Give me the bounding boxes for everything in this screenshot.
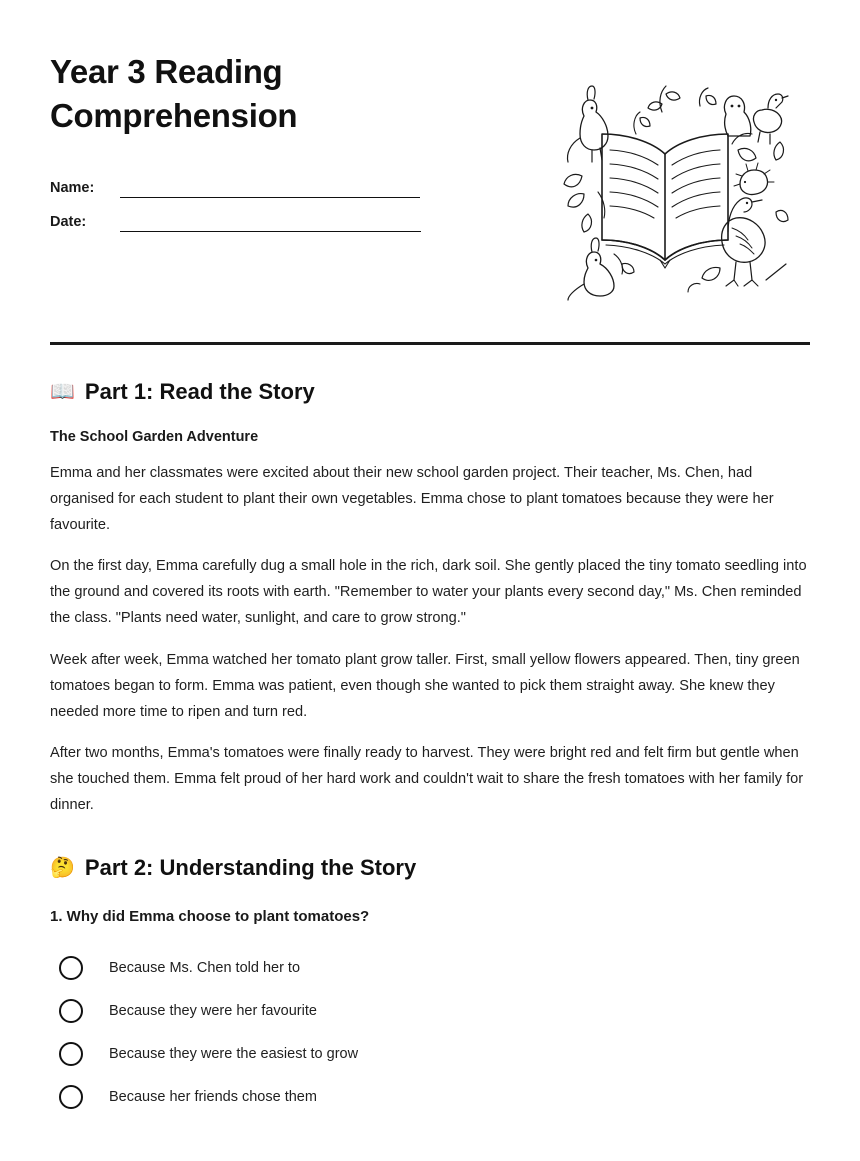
part1-heading bbox=[50, 379, 810, 405]
header-divider bbox=[50, 342, 810, 345]
option-bubble-b[interactable] bbox=[59, 999, 83, 1023]
date-field-row bbox=[50, 198, 421, 232]
question-1-options bbox=[50, 947, 810, 1119]
option-label-b: Because they were her favourite bbox=[109, 1003, 317, 1020]
student-fields bbox=[50, 164, 421, 232]
name-field-row bbox=[50, 164, 421, 198]
story-paragraph: On the first day, Emma carefully dug a small hole in the rich, dark soil. She gently placed the tiny tomato seedling into the ground and covered its roots with earth. "Remember to water your plants every second day," Ms. Chen reminded the class. "Plants need water, sunlight, and care to grow strong." bbox=[50, 558, 807, 627]
open-book-with-animals-and-plants-illustration bbox=[540, 72, 790, 302]
name-field-label: Name: bbox=[50, 180, 95, 197]
part2-heading bbox=[50, 855, 810, 881]
option-label-a: Because Ms. Chen told her to bbox=[109, 960, 301, 977]
option-bubble-c[interactable] bbox=[59, 1042, 83, 1066]
open-book-icon: 📖 bbox=[50, 381, 75, 403]
thinking-face-icon: 🤔 bbox=[50, 856, 75, 879]
date-input-line[interactable] bbox=[120, 217, 421, 232]
option-row[interactable] bbox=[59, 1033, 810, 1076]
question-1-text: 1. Why did Emma choose to plant tomatoes? bbox=[50, 907, 370, 925]
page-title: Year 3 Reading Comprehension bbox=[50, 53, 298, 134]
option-row[interactable] bbox=[59, 990, 810, 1033]
story-paragraph: Emma and her classmates were excited about their new school garden project. Their teacher, Ms. Chen, had organised for each student to plant their own vegetables. Emma chose to plant tomatoes because they were her favourite. bbox=[50, 465, 774, 533]
option-bubble-a[interactable] bbox=[59, 956, 83, 980]
option-row[interactable] bbox=[59, 947, 810, 990]
header-left-column bbox=[50, 40, 421, 232]
option-bubble-d[interactable] bbox=[59, 1085, 83, 1109]
option-label-c: Because they were the easiest to grow bbox=[109, 1046, 359, 1063]
story-paragraph: Week after week, Emma watched her tomato plant grow taller. First, small yellow flowers appeared. Then, tiny green tomatoes began to form. Emma was patient, even though she wanted to pick them straight away. She knew they needed more time to ripen and turn red. bbox=[50, 651, 800, 720]
part1-heading-text: Part 1: Read the Story bbox=[84, 379, 315, 404]
date-field-label: Date: bbox=[50, 214, 87, 231]
worksheet-header bbox=[50, 40, 810, 302]
name-input-line[interactable] bbox=[120, 183, 420, 198]
option-label-d: Because her friends chose them bbox=[109, 1089, 317, 1106]
option-row[interactable] bbox=[59, 1076, 810, 1119]
story-paragraph: After two months, Emma's tomatoes were finally ready to harvest. They were bright red and felt firm but gentle when she touched them. Emma felt proud of her hard work and couldn't wait to share the fresh tomatoes with her family for dinner. bbox=[50, 745, 804, 814]
part2-heading-text: Part 2: Understanding the Story bbox=[84, 854, 417, 880]
story-title: The School Garden Adventure bbox=[50, 429, 259, 445]
